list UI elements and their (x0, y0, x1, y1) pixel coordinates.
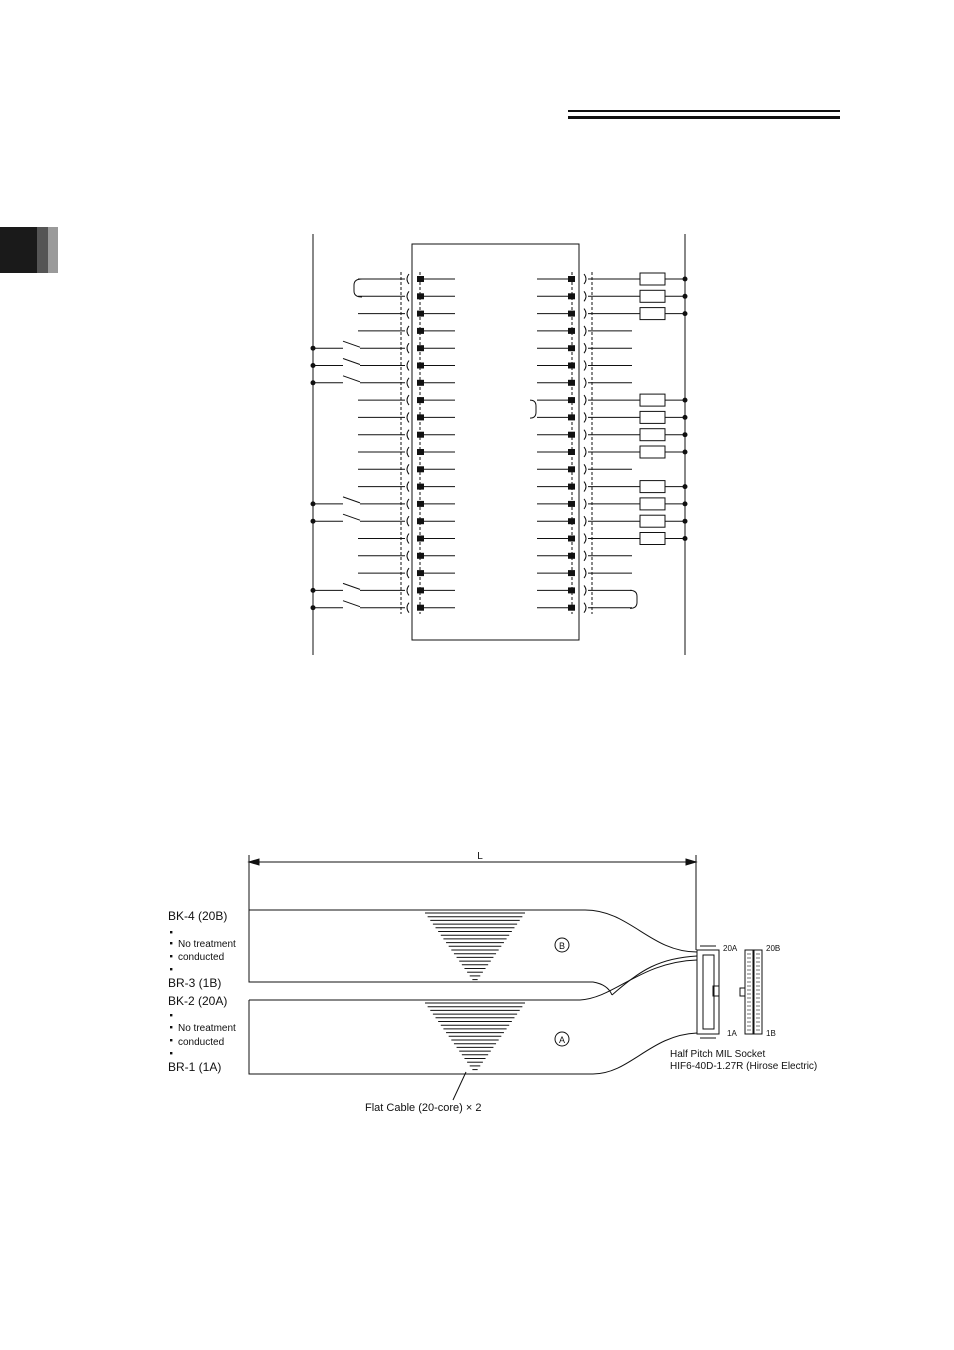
pin-1a-label: 1A (727, 1029, 737, 1038)
note-bullet (170, 1026, 172, 1028)
socket-label-line2: HIF6-40D-1.27R (Hirose Electric) (670, 1061, 818, 1072)
group-a-note-line1: No treatment (178, 1023, 236, 1034)
group-b-note-line2: conducted (178, 952, 225, 963)
note-bullet (170, 968, 172, 970)
note-bullet (170, 931, 172, 933)
group-b-bottom-label: BR-3 (1B) (168, 976, 222, 990)
group-b-top-label: BK-4 (20B) (168, 909, 228, 923)
marker-b: B (558, 941, 566, 951)
pin-20a-label: 20A (723, 944, 738, 953)
note-bullet (170, 1014, 172, 1016)
length-label: L (477, 851, 483, 862)
group-a-note-line2: conducted (178, 1037, 225, 1048)
note-bullet (170, 1039, 172, 1041)
group-b-note-line1: No treatment (178, 939, 236, 950)
note-bullet (170, 942, 172, 944)
group-a-top-label: BK-2 (20A) (168, 994, 228, 1008)
socket-label-line1: Half Pitch MIL Socket (670, 1049, 766, 1060)
cable-caption-leader (453, 1072, 466, 1100)
pin-20b-label: 20B (766, 944, 781, 953)
note-bullet (170, 955, 172, 957)
marker-a: A (558, 1035, 566, 1045)
pin-1b-label: 1B (766, 1029, 776, 1038)
cable-caption: Flat Cable (20-core) × 2 (365, 1102, 482, 1114)
note-bullet (170, 1052, 172, 1054)
group-a-bottom-label: BR-1 (1A) (168, 1060, 222, 1074)
